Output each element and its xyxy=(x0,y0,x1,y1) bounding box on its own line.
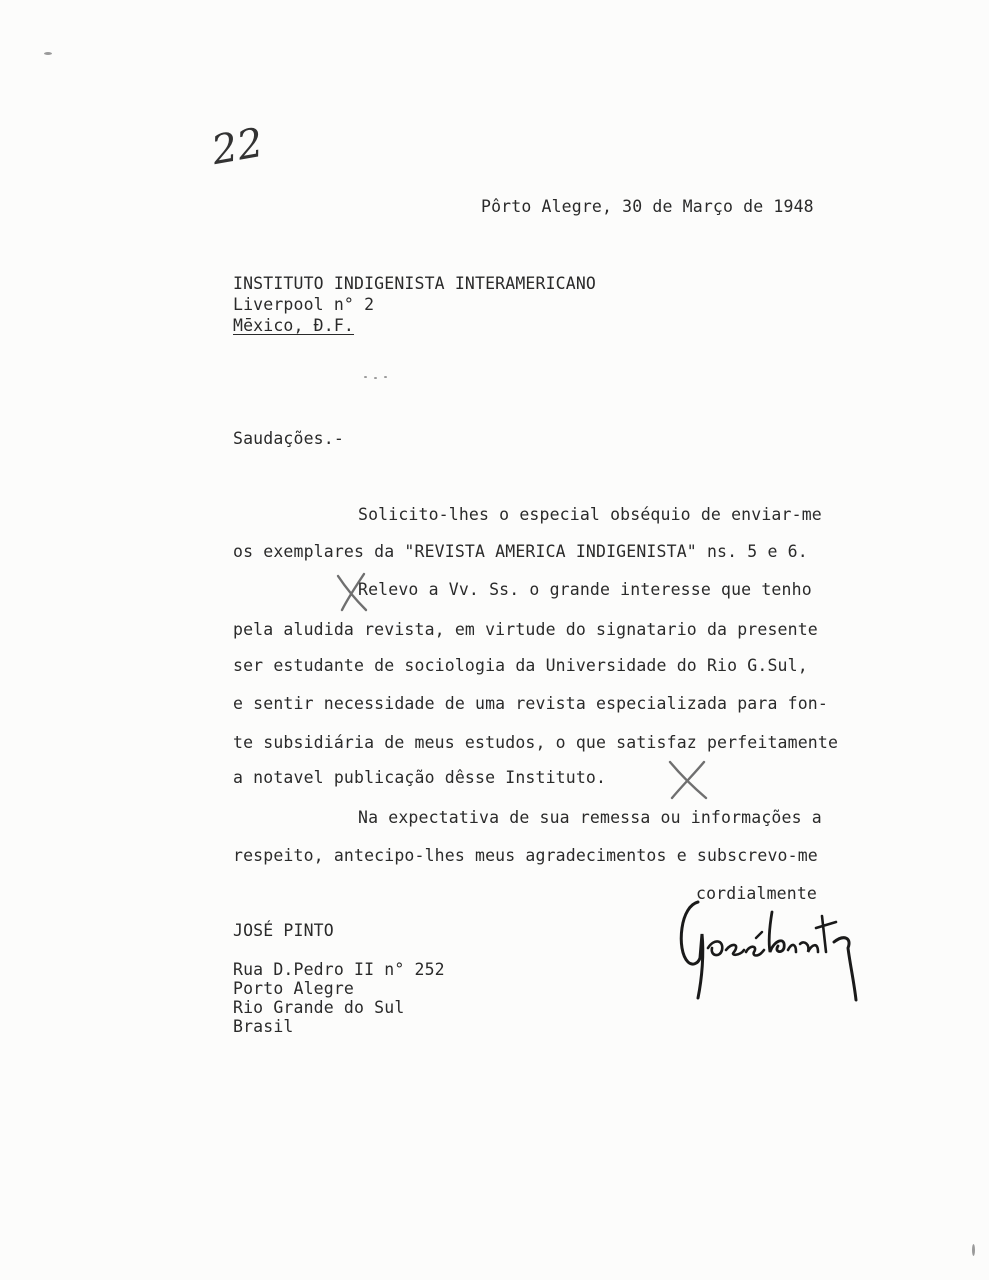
salutation: Saudações.- xyxy=(233,429,344,448)
pencil-x-mark-2 xyxy=(666,758,710,802)
closing: cordialmente xyxy=(696,884,818,903)
body-line-7: te subsidiária de meus estudos, o que satisfaz perfeitamente xyxy=(233,733,839,752)
body-line-10: respeito, antecipo-lhes meus agradecimentos e subscrevo-me xyxy=(233,846,818,865)
sender-country: Brasil xyxy=(233,1017,294,1036)
paper-speck xyxy=(44,52,52,55)
recipient-name: INSTITUTO INDIGENISTA INTERAMERICANO xyxy=(233,274,597,293)
body-line-1: Solicito-lhes o especial obséquio de enviar-me xyxy=(358,505,822,524)
body-line-4: pela aludida revista, em virtude do signatario da presente xyxy=(233,620,818,639)
signature xyxy=(668,894,864,1006)
sender-street: Rua D.Pedro II n° 252 xyxy=(233,960,445,979)
paper-speck xyxy=(364,376,367,378)
paper-speck xyxy=(972,1244,975,1256)
sender-state: Rio Grande do Sul xyxy=(233,998,405,1017)
body-line-6: e sentir necessidade de uma revista especializada para fon- xyxy=(233,694,828,713)
paper-speck xyxy=(374,377,377,379)
body-line-2: os exemplares da "REVISTA AMERICA INDIGENISTA" ns. 5 e 6. xyxy=(233,542,808,561)
body-line-9: Na expectativa de sua remessa ou informações a xyxy=(358,808,822,827)
body-line-8: a notavel publicação dêsse Instituto. xyxy=(233,768,607,787)
paper-speck xyxy=(384,376,387,378)
sender-name: JOSÉ PINTO xyxy=(233,921,334,940)
body-line-5: ser estudante de sociologia da Universidade do Rio G.Sul, xyxy=(233,656,808,675)
recipient-street: Liverpool n° 2 xyxy=(233,295,375,314)
recipient-city: Mēxico, Đ.F. xyxy=(233,316,355,335)
date-line: Pôrto Alegre, 30 de Março de 1948 xyxy=(481,197,814,216)
handwritten-number: 22 xyxy=(208,119,267,175)
sender-city: Porto Alegre xyxy=(233,979,355,998)
body-line-3: Relevo a Vv. Ss. o grande interesse que tenho xyxy=(358,580,812,599)
pencil-x-mark-1 xyxy=(334,570,370,614)
